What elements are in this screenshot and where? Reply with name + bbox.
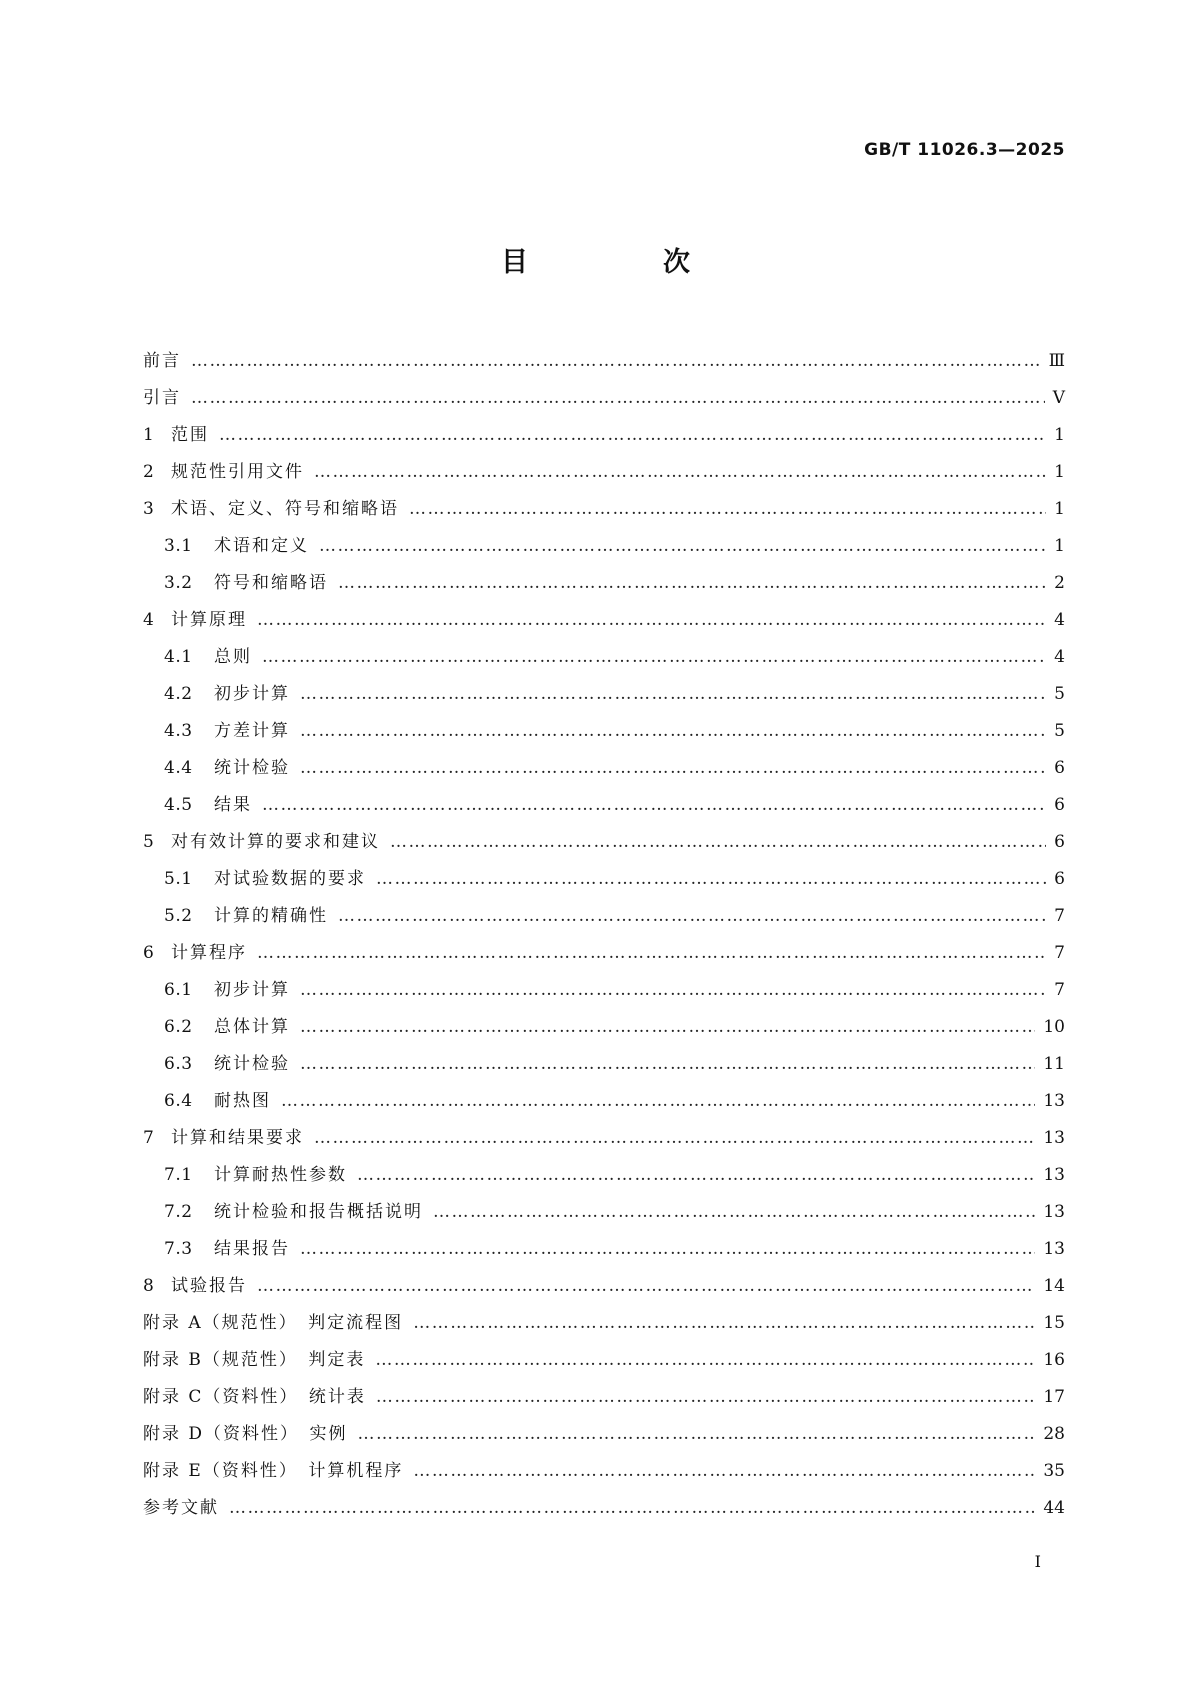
toc-entry-number: 7.3	[164, 1239, 193, 1259]
toc-entry-label: 初步计算	[214, 684, 290, 704]
toc-entry-label: 计算和结果要求	[171, 1128, 304, 1148]
toc-entry[interactable]	[143, 750, 1065, 787]
toc-entry-page: Ⅲ	[1048, 351, 1065, 371]
toc-entry-label: 规范性引用文件	[171, 462, 304, 482]
toc-entry-label: 术语、定义、符号和缩略语	[171, 499, 399, 519]
toc-entry[interactable]	[143, 1416, 1065, 1453]
toc-entry[interactable]	[143, 1083, 1065, 1120]
toc-entry-number: 1	[143, 425, 155, 445]
dot-leader	[300, 713, 1046, 750]
toc-entry-page: 5	[1054, 684, 1065, 704]
dot-leader	[413, 1453, 1035, 1490]
dot-leader	[433, 1194, 1035, 1231]
dot-leader	[300, 750, 1046, 787]
toc-entry-page: 7	[1054, 980, 1065, 1000]
toc-entry-label: 总体计算	[214, 1017, 290, 1037]
toc-entry-label: 参考文献	[143, 1498, 219, 1518]
toc-entry-number: 5.2	[164, 906, 193, 926]
toc-entry[interactable]	[143, 1268, 1065, 1305]
toc-entry[interactable]	[143, 528, 1065, 565]
toc-entry-label: 总则	[214, 647, 252, 667]
toc-entry-page: 7	[1054, 906, 1065, 926]
toc-entry-page: 4	[1054, 610, 1065, 630]
toc-entry-number: 3.1	[164, 536, 193, 556]
toc-entry[interactable]	[143, 454, 1065, 491]
dot-leader	[375, 1342, 1035, 1379]
table-of-contents	[143, 343, 1065, 1527]
toc-entry[interactable]	[143, 1490, 1065, 1527]
toc-entry[interactable]	[143, 824, 1065, 861]
toc-entry-label: 计算程序	[171, 943, 247, 963]
dot-leader	[300, 676, 1046, 713]
toc-entry-number: 4	[143, 610, 155, 630]
toc-entry-label: 统计检验	[214, 758, 290, 778]
toc-entry-number: 7.1	[164, 1165, 193, 1185]
toc-entry[interactable]	[143, 602, 1065, 639]
toc-entry-label: 范围	[171, 425, 209, 445]
dot-leader	[314, 454, 1046, 491]
dot-leader	[338, 898, 1046, 935]
dot-leader	[257, 1268, 1035, 1305]
dot-leader	[300, 972, 1046, 1009]
dot-leader	[358, 1416, 1036, 1453]
toc-entry-page: 1	[1054, 425, 1065, 445]
dot-leader	[257, 602, 1046, 639]
toc-entry-label: 统计检验	[214, 1054, 290, 1074]
toc-entry-page: 1	[1054, 462, 1065, 482]
toc-entry-number: 5.1	[164, 869, 193, 889]
toc-entry[interactable]	[143, 1453, 1065, 1490]
toc-entry-label: 初步计算	[214, 980, 290, 1000]
toc-entry-number: 6.4	[164, 1091, 193, 1111]
dot-leader	[300, 1231, 1035, 1268]
dot-leader	[281, 1083, 1035, 1120]
toc-entry-page: 11	[1043, 1054, 1065, 1074]
dot-leader	[357, 1157, 1035, 1194]
toc-entry-number: 5	[143, 832, 155, 852]
toc-entry[interactable]	[143, 1305, 1065, 1342]
toc-entry-label: 附录 E（资料性） 计算机程序	[143, 1461, 404, 1481]
toc-entry[interactable]	[143, 898, 1065, 935]
dot-leader	[413, 1305, 1035, 1342]
toc-entry-label: 结果	[214, 795, 252, 815]
toc-entry-number: 4.5	[164, 795, 193, 815]
toc-entry-page: 5	[1054, 721, 1065, 741]
dot-leader	[300, 1046, 1035, 1083]
toc-entry-label: 计算耐热性参数	[214, 1165, 347, 1185]
toc-entry-label: 结果报告	[214, 1239, 290, 1259]
toc-entry[interactable]	[143, 1379, 1065, 1416]
toc-entry[interactable]	[143, 380, 1065, 417]
page-number: I	[1034, 1552, 1041, 1571]
toc-entry-number: 4.1	[164, 647, 193, 667]
toc-entry[interactable]	[143, 1157, 1065, 1194]
toc-entry-number: 2	[143, 462, 155, 482]
toc-entry-label: 术语和定义	[214, 536, 309, 556]
toc-entry-page: 6	[1054, 869, 1065, 889]
toc-entry-page: 6	[1054, 795, 1065, 815]
dot-leader	[262, 787, 1046, 824]
toc-entry[interactable]	[143, 639, 1065, 676]
dot-leader	[409, 491, 1046, 528]
dot-leader	[257, 935, 1046, 972]
toc-entry-label: 耐热图	[214, 1091, 271, 1111]
toc-entry-label: 对有效计算的要求和建议	[171, 832, 380, 852]
dot-leader	[262, 639, 1046, 676]
dot-leader	[376, 861, 1046, 898]
toc-entry[interactable]	[143, 787, 1065, 824]
standard-number: GB/T 11026.3—2025	[864, 140, 1065, 160]
toc-entry-page: 13	[1043, 1202, 1065, 1222]
toc-entry[interactable]	[143, 565, 1065, 602]
toc-entry-number: 7	[143, 1128, 155, 1148]
toc-entry-number: 6	[143, 943, 155, 963]
toc-entry[interactable]	[143, 1342, 1065, 1379]
dot-leader	[314, 1120, 1035, 1157]
toc-entry-page: Ⅴ	[1052, 388, 1065, 408]
dot-leader	[229, 1490, 1035, 1527]
toc-entry[interactable]	[143, 713, 1065, 750]
toc-entry-page: 35	[1043, 1461, 1065, 1481]
toc-entry-page: 4	[1054, 647, 1065, 667]
toc-entry[interactable]	[143, 1194, 1065, 1231]
page-title: 目 次	[501, 247, 744, 278]
toc-entry[interactable]	[143, 972, 1065, 1009]
toc-entry-page: 1	[1054, 499, 1065, 519]
toc-entry-page: 2	[1054, 573, 1065, 593]
toc-entry-label: 附录 C（资料性） 统计表	[143, 1387, 366, 1407]
toc-entry-page: 13	[1043, 1239, 1065, 1259]
toc-entry[interactable]	[143, 935, 1065, 972]
toc-entry-page: 13	[1043, 1091, 1065, 1111]
toc-entry-page: 13	[1043, 1165, 1065, 1185]
toc-entry[interactable]	[143, 1231, 1065, 1268]
toc-entry-page: 44	[1043, 1498, 1065, 1518]
toc-entry-page: 14	[1043, 1276, 1065, 1296]
toc-entry-page: 6	[1054, 832, 1065, 852]
toc-entry-label: 符号和缩略语	[214, 573, 328, 593]
toc-entry-number: 8	[143, 1276, 155, 1296]
toc-entry-number: 7.2	[164, 1202, 193, 1222]
toc-entry-page: 13	[1043, 1128, 1065, 1148]
toc-entry-number: 4.4	[164, 758, 193, 778]
toc-entry[interactable]	[143, 1009, 1065, 1046]
toc-entry-label: 附录 D（资料性） 实例	[143, 1424, 348, 1444]
toc-entry[interactable]	[143, 1120, 1065, 1157]
toc-entry[interactable]	[143, 861, 1065, 898]
toc-entry-number: 4.3	[164, 721, 193, 741]
dot-leader	[219, 417, 1046, 454]
dot-leader	[376, 1379, 1035, 1416]
dot-leader	[390, 824, 1046, 861]
toc-entry-label: 统计检验和报告概括说明	[214, 1202, 423, 1222]
toc-entry-page: 28	[1043, 1424, 1065, 1444]
toc-entry[interactable]	[143, 1046, 1065, 1083]
toc-entry-number: 6.3	[164, 1054, 193, 1074]
toc-entry-label: 前言	[143, 351, 181, 371]
toc-entry-page: 6	[1054, 758, 1065, 778]
dot-leader	[319, 528, 1046, 565]
dot-leader	[191, 380, 1045, 417]
toc-entry-page: 16	[1043, 1350, 1065, 1370]
toc-entry-label: 附录 A（规范性） 判定流程图	[143, 1313, 404, 1333]
toc-entry-number: 6.2	[164, 1017, 193, 1037]
toc-entry-number: 3.2	[164, 573, 193, 593]
toc-entry-number: 3	[143, 499, 155, 519]
toc-entry-number: 4.2	[164, 684, 193, 704]
dot-leader	[338, 565, 1046, 602]
toc-entry-label: 计算的精确性	[214, 906, 328, 926]
toc-entry-page: 7	[1054, 943, 1065, 963]
toc-entry-label: 计算原理	[171, 610, 247, 630]
toc-entry-page: 17	[1043, 1387, 1065, 1407]
toc-entry-number: 6.1	[164, 980, 193, 1000]
toc-entry-page: 15	[1043, 1313, 1065, 1333]
toc-entry-label: 引言	[143, 388, 181, 408]
dot-leader	[300, 1009, 1035, 1046]
toc-entry-page: 10	[1043, 1017, 1065, 1037]
toc-entry-page: 1	[1054, 536, 1065, 556]
dot-leader	[191, 343, 1041, 380]
toc-entry[interactable]	[143, 676, 1065, 713]
toc-entry[interactable]	[143, 417, 1065, 454]
toc-entry-label: 方差计算	[214, 721, 290, 741]
toc-entry-label: 附录 B（规范性） 判定表	[143, 1350, 366, 1370]
toc-entry[interactable]	[143, 343, 1065, 380]
toc-entry-label: 试验报告	[171, 1276, 247, 1296]
toc-entry[interactable]	[143, 491, 1065, 528]
toc-entry-label: 对试验数据的要求	[214, 869, 366, 889]
